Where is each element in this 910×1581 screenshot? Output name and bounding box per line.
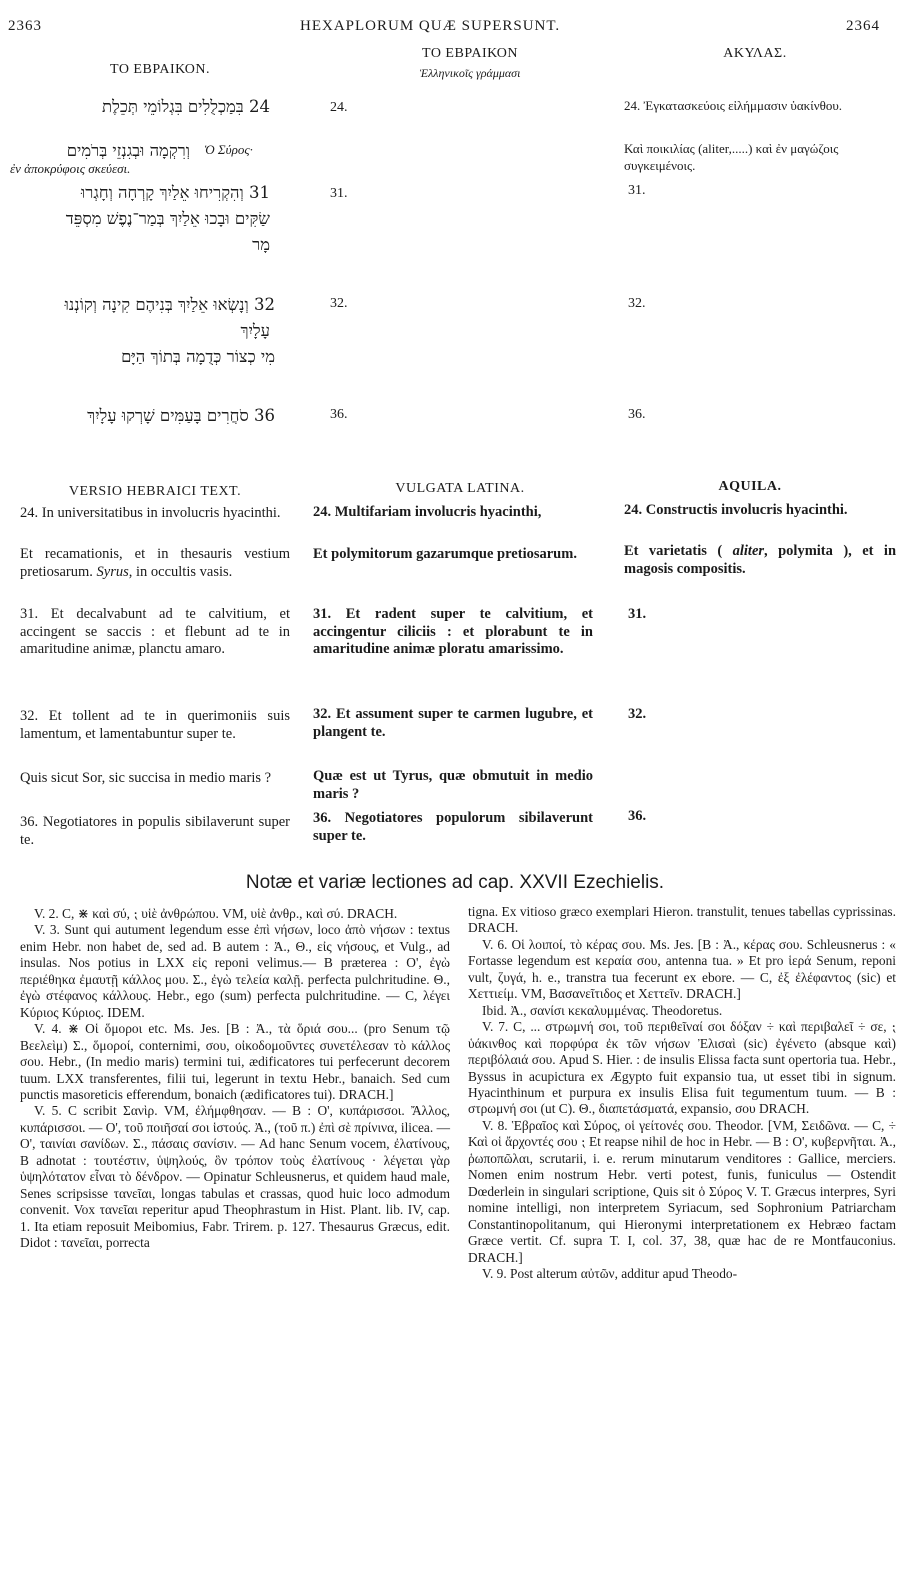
greek-letters-column-subheader: Ἑλληνικοῖς γράμμασι xyxy=(419,66,521,80)
greek-letters-v24: 24. xyxy=(330,100,348,115)
vulgata-v32b: Quæ est ut Tyrus, quæ obmutuit in medio maris ? xyxy=(313,768,593,802)
vulgata-header: VULGATA LATINA. xyxy=(395,481,525,496)
note-v6-ibid: Ibid. Ἀ., σανίσι κεκαλυμμένας. Theodoretus. xyxy=(482,1002,723,1018)
aquila-column-header: ΑΚΥΛΑΣ. xyxy=(723,46,787,61)
latin-hebrew-v32: 32. Et tollent ad te in querimoniis suis lamentum, et lamentabuntur super te. xyxy=(20,708,290,742)
aquila-greek-v24a: 24. Ἐγκατασκεύοις εἰλήμμασιν ὑακίνθου. xyxy=(624,98,843,113)
hebrew-v32-line3: מִי כְצוֹר כְּדֻמָה בְּתוֹךְ הַיָּם xyxy=(121,347,275,366)
greek-letters-v31: 31. xyxy=(330,186,348,201)
aquila-greek-v31: 31. xyxy=(628,183,646,198)
latin-hebrew-v36: 36. Negotiatores in populis sibilaverunt super te. xyxy=(20,814,290,848)
aquila-greek-v36: 36. xyxy=(628,407,646,422)
aquila-latin-v32: 32. xyxy=(628,706,647,722)
latin-hebrew-v24b: Et recamationis, et in thesauris vestium pretiosarum. Syrus, in occultis vasis. xyxy=(20,546,290,580)
notes-right-column xyxy=(468,904,896,1282)
note-v7: V. 7. C, ... στρωμνή σοι, τοῦ περιθεῖναί σοι δόξαν ÷ καὶ περιβαλεῖ ÷ σε, ⁏ ὑάκινθος καὶ πορφύρα ἐκ τῶν νήσων Ἐλισαὶ (sic) ἐγένετο (absque καὶ) περιβόλαιά σου. Apud S. Hier. : de insulis Elissa facta sunt opertoria tua. Hebr., Byssus in acupictura ex Ægypto fuit expansio tua, ut esset tibi in signum. Hyacinthinum et purpura ex insulis Elisa fuit tegumentum tuum. — B : στρωμνή σοι (ut C). Θ., διαπετάσματά, expansio, σου DRACH. xyxy=(468,1019,896,1117)
note-v5-continued: tigna. Ex vitioso græco exemplari Hieron. transtulit, tenues tabellas cyprissinas. DRACH. xyxy=(468,904,896,936)
page-number-left: 2363 xyxy=(8,18,42,34)
note-v4: V. 4. ⋇ Οἱ ὅμοροι etc. Ms. Jes. [B : Ἀ., τὰ ὅριά σου... (pro Senum τῷ Βεελεὶμ) Σ., ὅμοροί, conternimi, σου, οἰκοδομοῦντες συνετέλεσαν τὸ κάλλος σου. Hebr., (In medio maris) termini tui, ædificatores tui perfecerunt decorem tuum. LXX transferentes, filii tui, legerunt in textu Hebr., banaich. Sed cum punctis masoreticis efferendum, bonaich (ædificatores tui). DRACH.] xyxy=(20,1021,450,1102)
hebrew-v36-line1: 36 סֹחֲרִים בָּעַמִּים שָׁרְקוּ עָלָיִךְ xyxy=(87,406,275,425)
aquila-greek-v24b: Καὶ ποικιλίας (aliter,.....) καὶ ἐν μαγώζοις συγκειμένοις. xyxy=(624,141,839,173)
vulgata-v31: 31. Et radent super te calvitium, et accingentur ciliciis : et plorabunt te in amaritudine animæ ploratu amarissimo. xyxy=(313,606,593,657)
greek-letters-v36: 36. xyxy=(330,407,348,422)
notes-title: Notæ et variæ lectiones ad cap. XXVII Ezechielis. xyxy=(245,872,665,893)
note-v5: V. 5. C scribit Σανὶρ. VM, ἐλήμφθησαν. — B : Ο', κυπάρισσοι. Ἄλλος, κυπάρισσοι. — Ο', τοῦ ποιῆσαί σοι ἱστούς. Ἀ., (τοῦ π.) ἐπὶ σὲ πρίνινα, ilicea. — Ο', ταινίαι σανίδων. Σ., πάσαις σανίσιν. — Ad hanc Senum vocem, ἐλατίνους, B adnotat : τουτέστιν, ὑψηλούς, ὃν τρόπον τοὺς ἐλατίνους · λέγεται γὰρ ὑψηλότατον εἶναι τὸ δένδρον. — Opinatur Schleusnerus, et quidem haud male, Senes scripsisse τανεῖαι, longas tabulas et crassas, quod huic loco admodum convenit. Vox τανεῖαι reperitur apud Theophrastum in Hist. Plant. lib. IV, cap. 1. Ita etiam reposuit Meibomius, Fabr. Trirem. p. 127. Thesaurus Græcus, edit. Didot : τανεῖαι, porrecta xyxy=(20,1103,450,1251)
aquila-latin-v31: 31. xyxy=(628,606,647,622)
hebrew-column-header: ΤΟ ΕΒΡΑΙΚΟΝ. xyxy=(110,62,210,77)
aquila-greek-v32: 32. xyxy=(628,296,646,311)
aquila-latin-v24b: Et varietatis ( aliter, polymita ), et in magosis compositis. xyxy=(624,543,897,577)
greek-letters-v32: 32. xyxy=(330,296,348,311)
aquila-latin-v36: 36. xyxy=(628,808,647,824)
syrus-note-label: Ὁ Σύρος· xyxy=(204,142,253,157)
hebrew-v32-line2: עָלָיִךְ xyxy=(240,321,270,340)
hebrew-v24-line1: 24 בִּמַכְלֻלִים בִּגְלוֹמֵי תְּכֵלֶת xyxy=(102,97,270,116)
syrus-note-text: ἐν ἀποκρύφοις σκεύεσι. xyxy=(10,161,131,176)
note-v6: V. 6. Οἱ λοιποί, τὸ κέρας σου. Ms. Jes. [B : Ἀ., κέρας σου. Schleusnerus : « Fortasse legendum est κεραία σου, antenna tua. » Et pro ἱερά Senum, reponi vult, ζυγά, h. e., transtra tua fecerunt ex ebore. — C, ἐξ ἐλέφαντος (sic) et Χεττιείμ. VM, Βασανεῖτιδος et Χεττεῖν. DRACH.] xyxy=(468,936,896,1002)
note-v2: V. 2. C, ⋇ καὶ σύ, ⁏ υἱὲ ἀνθρώπου. VM, υἱὲ ἀνθρ., καὶ σύ. DRACH. xyxy=(34,906,398,921)
note-v3: V. 3. Sunt qui autument legendum esse ἐπὶ νήσων, loco ἀπὸ νήσων : textus enim Hebr. non habet de, sed ad. B autem : Ἀ., Θ., εἰς νήσους, et Vulg., ad insulas. Nos potius in LXX εἰς reponi velimus.— B præterea : Ο', ἐγὼ περιέθηκα ἐμαυτῇ κάλλος μου. Σ., ἐγὼ τελεία καλῇ. perfecta pulchritudine. Θ., ἐγὼ στέφανος κάλλους. Hebr., ego (sum) perfecta pulchritudine. — C, λέγει Κύριος Κύριος. IDEM. xyxy=(20,922,450,1020)
hebrew-v31-line1: 31 וְהִקְרִיחוּ אֵלַיִךְ קָרְחָה וְחָגְרוּ xyxy=(81,183,270,202)
vulgata-v24b: Et polymitorum gazarumque pretiosarum. xyxy=(313,546,577,562)
vulgata-v24a: 24. Multifariam involucris hyacinthi, xyxy=(313,504,542,520)
latin-hebrew-v31: 31. Et decalvabunt ad te calvitium, et accingent se saccis : et flebunt ad te in amaritudine animæ, planctu amaro. xyxy=(20,606,290,657)
vulgata-v32: 32. Et assument super te carmen lugubre, et plangent te. xyxy=(313,706,593,740)
greek-letters-column-header: ΤΟ ΕΒΡΑΙΚΟΝ xyxy=(422,46,518,61)
vulgata-v36: 36. Negotiatores populorum sibilaverunt super te. xyxy=(313,810,593,844)
latin-hebrew-v24a: 24. In universitatibus in involucris hyacinthi. xyxy=(20,505,281,521)
hebrew-v31-line2: שַׂקִּים וּבָכוּ אֵלַיִךְ בְּמַר־נֶפֶשׁ מִסְפֵּד xyxy=(65,209,270,228)
notes-left-column xyxy=(20,906,450,1252)
note-v9: V. 9. Post alterum αὐτῶν, additur apud Theodo- xyxy=(482,1265,738,1281)
note-v8: V. 8. Ἑβραῖος καὶ Σύρος, οἱ γείτονές σου. Theodor. [VM, Σειδῶνα. — C, ÷ Καὶ οἱ ἄρχοντές σου ⁏ Et reapse nihil de hoc in Hebr. — B : Ο', κυβερνῆται. Ἀ., ῥωποπῶλαι, scrutarii, i. e. rerum minutarum venditores : Gallice, merciers. Nomen enim nostrum Hebr. verti potest, funis, funiculus — Ostendit Dœderlein in singulari scriptione, Quis sit ὁ Σύρος V. T. Græcus interpres, Syri nomine intelligi, non interpretem Syriacum, sed Sophronium Patriarcham Constantinopolitanum, qui Hieronymi interpretationem ex Hebræo factam Græce vertit. Cf. supra T. I, col. 37, 38, quæ hac de re Montfauconius. DRACH.] xyxy=(468,1117,896,1265)
latin-hebrew-v32b: Quis sicut Sor, sic succisa in medio maris ? xyxy=(20,770,272,786)
hebrew-v32-line1: 32 וְנָשְׂאוּ אֵלַיִךְ בְּנִיהֶם קִינָה וְקוֹנְנוּ xyxy=(64,295,275,314)
aquila-latin-header: AQUILA. xyxy=(718,479,782,494)
page-number-right: 2364 xyxy=(846,18,880,34)
hebrew-v24-line2: וְרִקְמָה וּבְגִנְזֵי בְּרֹמִים xyxy=(66,141,190,160)
latin-hebrew-header: VERSIO HEBRAICI TEXT. xyxy=(68,484,242,499)
running-title: HEXAPLORUM QUÆ SUPERSUNT. xyxy=(300,18,561,34)
hebrew-v31-line3: מָר xyxy=(252,235,270,254)
aquila-latin-v24a: 24. Constructis involucris hyacinthi. xyxy=(624,502,848,518)
